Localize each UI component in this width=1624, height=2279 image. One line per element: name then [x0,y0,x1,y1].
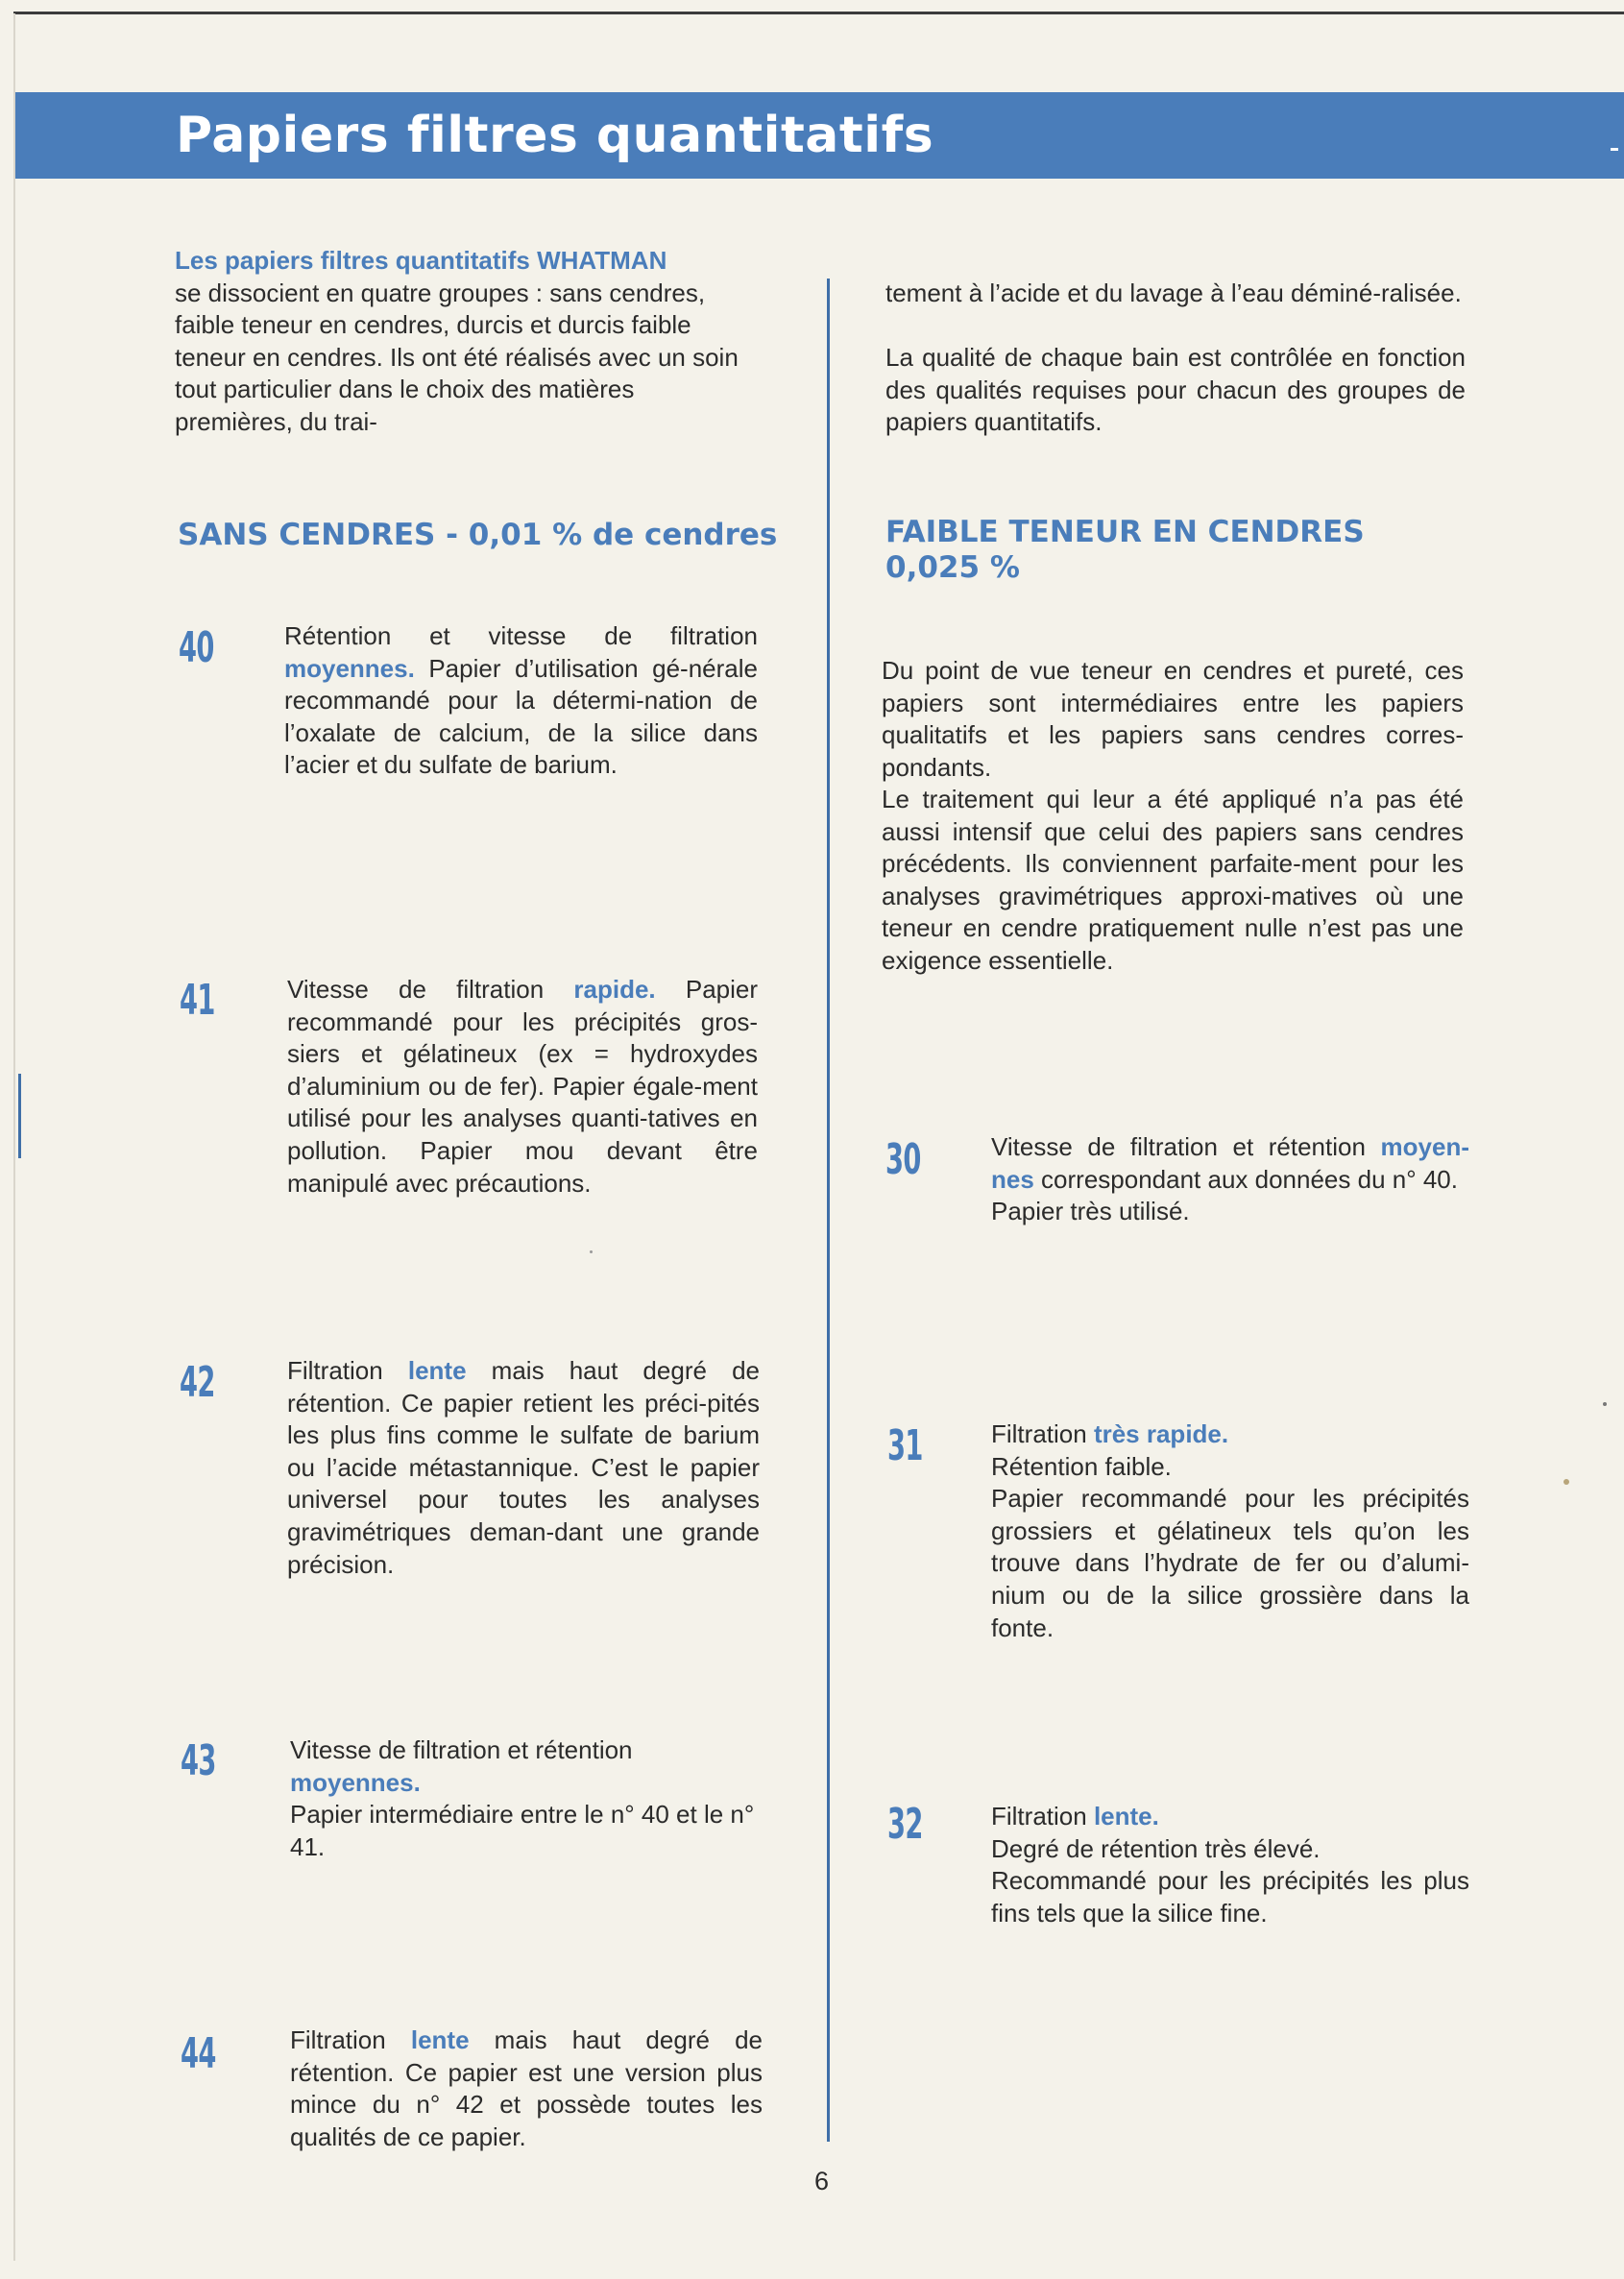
item-44-description: Filtration lente mais haut degré de rétention. Ce papier est une version plus mince du n° 42 et possède toutes les qualités de ce papier. [290,2025,763,2151]
column-divider [827,279,830,2142]
intro-left-paragraph [175,245,757,439]
item-42-description: Filtration lente mais haut degré de rétention. Ce papier retient les préci-pités les plus fins comme le sulfate de barium ou l’acide métastannique. C’est le papier universel pour toutes les analyses gravimétriques deman-dant une grande précision. [287,1356,760,1579]
page-left-edge [13,13,15,2261]
item-number-30: 30 [885,1135,921,1184]
paper-speck [1563,1479,1569,1485]
item-number-32: 32 [887,1800,923,1849]
paper-speck [1603,1402,1607,1406]
item-41-description: Vitesse de filtration rapide. Papier recommandé pour les précipités gros-siers et gélatineux (ex = hydroxydes d’aluminium ou de fer). Papier égale-ment utilisé pour les analyses quanti-tatives en pollution. Papier mou devant être manipulé avec précautions. [287,975,759,1198]
intro-right-paragraph-1: tement à l’acide et du lavage à l’eau déminé-ralisée. [885,279,1462,307]
item-30-keyword: moyen-nes [991,1132,1469,1194]
item-43-keyword: moyennes. [290,1767,421,1797]
item-40-keyword: moyennes. [284,653,415,683]
item-32-keyword: lente. [1093,1802,1159,1830]
margin-mark [18,1074,21,1158]
item-32-description: Filtration lente. Degré de rétention très élevé. Recommandé pour les précipités les plus fins tels que la silice fine. [991,1802,1469,1927]
item-number-40: 40 [179,623,214,672]
sans-cendres-heading: SANS CENDRES - 0,01 % de cendres [178,518,778,552]
faible-teneur-heading [885,515,1365,586]
item-40-description: Rétention et vitesse de filtration moyennes. Papier d’utilisation gé-nérale recommandé pour la détermi-nation de l’oxalate de calcium, de la silice dans l’acier et du sulfate de barium. [284,621,758,780]
item-number-41: 41 [180,976,215,1025]
faible-teneur-description-2: Le traitement qui leur a été appliqué n’a pas été aussi intensif que celui des papiers sans cendres précédents. Ils conviennent parfaite-ment pour les analyses gravimétriques approxi-matives où une teneur en cendre pratiquement nulle n’est pas une exigence essentielle. [882,785,1464,975]
item-41-keyword: rapide. [573,975,656,1004]
item-number-43: 43 [181,1736,216,1785]
faible-teneur-heading-line2: 0,025 % [885,550,1020,585]
faible-teneur-heading-line1: FAIBLE TENEUR EN CENDRES [885,515,1365,549]
item-number-44: 44 [181,2029,216,2078]
page-number: 6 [814,2167,830,2195]
item-44-keyword: lente [410,2025,470,2054]
item-31-description: Filtration très rapide. Rétention faible. Papier recommandé pour les précipités grossiers et gélatineux tels qu’on les trouve dans l’hydrate de fer ou d’alumi-nium ou de la silice grossière dans la fonte. [991,1419,1469,1642]
item-number-42: 42 [180,1358,215,1407]
page-title: Papiers filtres quantitatifs [176,107,934,164]
title-band [15,92,1624,179]
item-number-31: 31 [887,1421,923,1470]
item-30-description: Vitesse de filtration et rétention moyen-nes correspondant aux données du n° 40. Papier très utilisé. [991,1132,1469,1226]
paper-speck [590,1250,593,1253]
intro-lead: Les papiers filtres quantitatifs WHATMAN [175,246,667,275]
intro-left-text: se dissocient en quatre groupes : sans cendres, faible teneur en cendres, durcis et durcis faible teneur en cendres. Ils ont été réalisés avec un soin tout particulier dans le choix des matières premières, du trai- [175,278,739,436]
faible-teneur-description-1: Du point de vue teneur en cendres et pureté, ces papiers sont intermédiaires entre les papiers qualitatifs et les papiers sans cendres corres-pondants. [882,656,1464,782]
item-42-keyword: lente [407,1356,467,1385]
title-band-mark [1611,148,1618,151]
item-31-keyword: très rapide. [1093,1419,1229,1448]
item-43-description: Vitesse de filtration et rétention moyennes. Papier intermédiaire entre le n° 40 et le n° 41. [290,1735,755,1861]
page-top-border [13,12,1624,14]
intro-right-paragraph-2: La qualité de chaque bain est contrôlée en fonction des qualités requises pour chacun des groupes de papiers quantitatifs. [885,343,1466,437]
